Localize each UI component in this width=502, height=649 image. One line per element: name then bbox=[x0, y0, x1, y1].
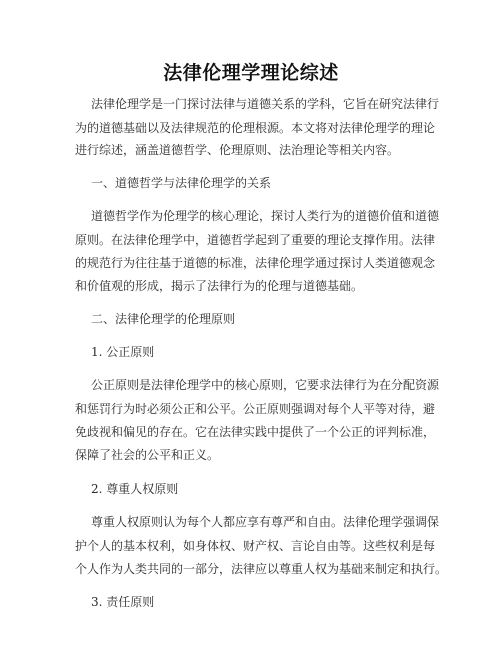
paragraph-line: 原则。在法律伦理学中，道德哲学起到了重要的理论支撑作用。法律 bbox=[75, 233, 436, 247]
paragraph-line: 的规范行为往往基于道德的标准，法律伦理学通过探讨人类道德观念 bbox=[75, 256, 436, 270]
paragraph-line: 和惩罚行为时必须公正和公平。公正原则强调对每个人平等对待，避 bbox=[75, 402, 436, 416]
section-heading: 二、法律伦理学的伦理原则 bbox=[91, 312, 236, 326]
subsection-heading: 1. 公正原则 bbox=[91, 345, 155, 359]
subsection-heading: 2. 尊重人权原则 bbox=[91, 482, 179, 496]
paragraph-line: 法律伦理学是一门探讨法律与道德关系的学科，它旨在研究法律行 bbox=[91, 97, 440, 111]
paragraph-line: 个人作为人类共同的一部分，法律应以尊重人权为基础来制定和执行。 bbox=[75, 562, 448, 576]
paragraph-line: 尊重人权原则认为每个人都应享有尊严和自由。法律伦理学强调保 bbox=[91, 515, 440, 529]
document-title: 法律伦理学理论综述 bbox=[163, 62, 339, 84]
paragraph-line: 免歧视和偏见的存在。它在法律实践中提供了一个公正的评判标准， bbox=[75, 425, 436, 439]
paragraph-line: 公正原则是法律伦理学中的核心原则，它要求法律行为在分配资源 bbox=[91, 378, 440, 392]
paragraph-line: 保障了社会的公平和正义。 bbox=[75, 448, 220, 462]
subsection-heading: 3. 责任原则 bbox=[91, 595, 155, 609]
section-heading: 一、道德哲学与法律伦理学的关系 bbox=[91, 176, 272, 190]
paragraph-line: 护个人的基本权利，如身体权、财产权、言论自由等。这些权利是每 bbox=[75, 539, 436, 553]
paragraph-line: 和价值观的形成，揭示了法律行为的伦理与道德基础。 bbox=[75, 279, 364, 293]
paragraph-line: 进行综述，涵盖道德哲学、伦理原则、法治理论等相关内容。 bbox=[75, 143, 400, 157]
paragraph-line: 为的道德基础以及法律规范的伦理根源。本文将对法律伦理学的理论 bbox=[75, 121, 436, 135]
paragraph-line: 道德哲学作为伦理学的核心理论，探讨人类行为的道德价值和道德 bbox=[91, 209, 440, 223]
